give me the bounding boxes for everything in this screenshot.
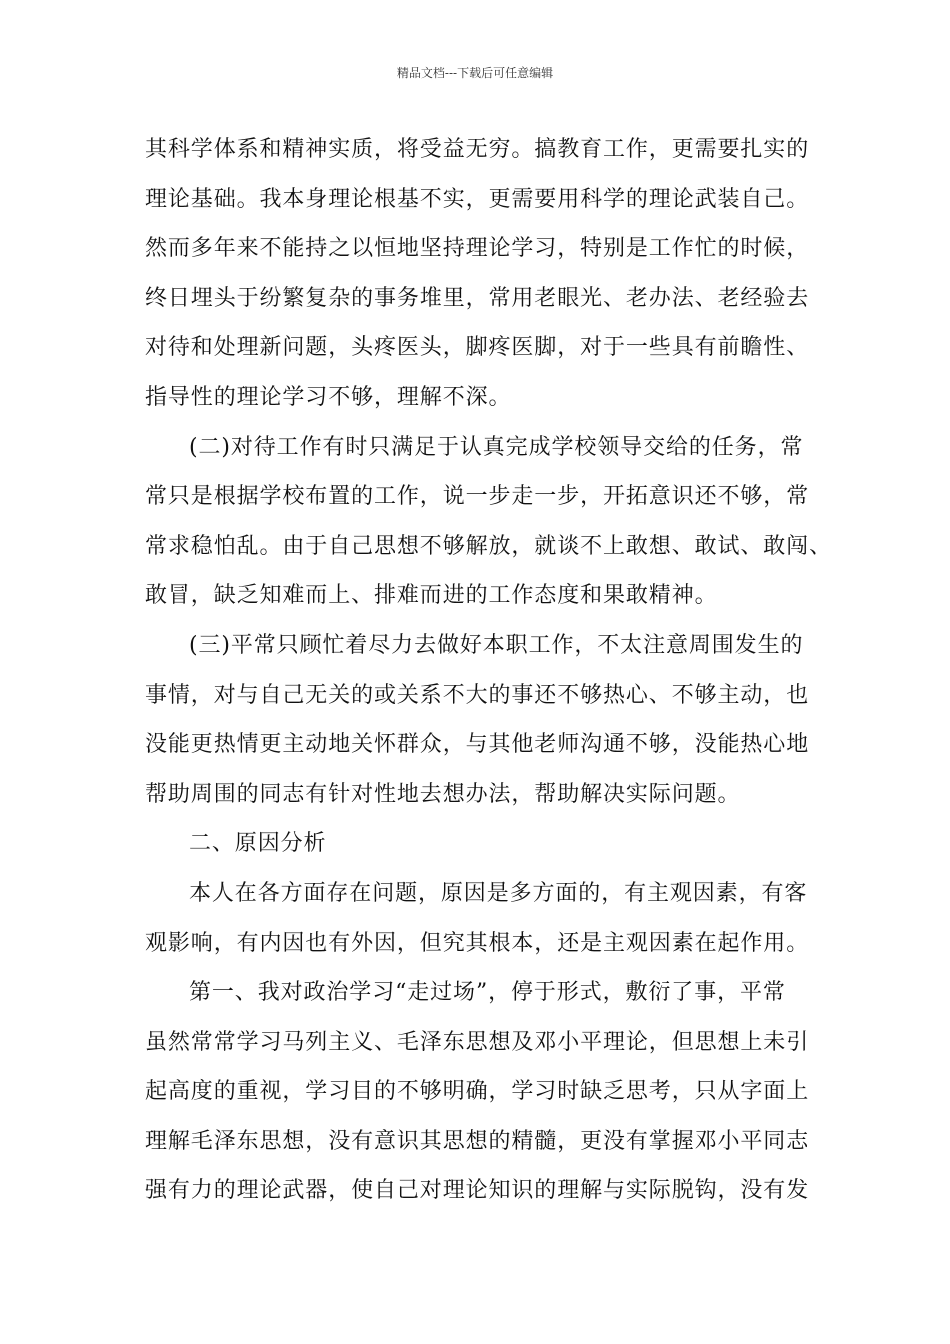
text-line: 然而多年来不能持之以恒地坚持理论学习，特别是工作忙的时候， (145, 236, 810, 262)
text-line: 虽然常常学习马列主义、毛泽东思想及邓小平理论，但思想上未引 (145, 1029, 810, 1055)
paragraph-start-line: (二)对待工作有时只满足于认真完成学校领导交给的任务，常 (189, 434, 804, 460)
paragraph-start-line: 本人在各方面存在问题，原因是多方面的，有主观因素，有客 (189, 880, 808, 906)
text-line: 对待和处理新问题，头疼医头，脚疼医脚，对于一些具有前瞻性、 (145, 335, 810, 361)
text-line: 终日埋头于纷繁复杂的事务堆里，常用老眼光、老办法、老经验去 (145, 285, 810, 311)
text-line: 指导性的理论学习不够，理解不深。 (145, 384, 512, 410)
text-line: 帮助周围的同志有针对性地去想办法，帮助解决实际问题。 (145, 781, 741, 807)
text-line: 事情，对与自己无关的或关系不大的事还不够热心、不够主动，也 (145, 682, 810, 708)
text-line: 强有力的理论武器，使自己对理论知识的理解与实际脱钩，没有发 (145, 1178, 810, 1204)
section-heading: 二、原因分析 (189, 831, 327, 857)
page-header: 精品文档---下载后可任意编辑 (396, 66, 554, 80)
paragraph-start-line: (三)平常只顾忙着尽力去做好本职工作，不太注意周围发生的 (189, 632, 804, 658)
text-line: 其科学体系和精神实质，将受益无穷。搞教育工作，更需要扎实的 (145, 137, 810, 162)
text-line: 常只是根据学校布置的工作，说一步走一步，开拓意识还不够，常 (145, 484, 810, 510)
document-body (145, 130, 835, 1221)
text-line: 观影响，有内因也有外因，但究其根本，还是主观因素在起作用。 (145, 930, 810, 956)
text-line: 理论基础。我本身理论根基不实，更需要用科学的理论武装自己。 (145, 186, 810, 212)
text-line: 敢冒，缺乏知难而上、排难而进的工作态度和果敢精神。 (145, 583, 718, 609)
paragraph-start-line: 第一、我对政治学习“走过场”，停于形式，敷衍了事，平常 (189, 980, 786, 1006)
text-line: 没能更热情更主动地关怀群众，与其他老师沟通不够，没能热心地 (145, 732, 810, 758)
text-line: 常求稳怕乱。由于自己思想不够解放，就谈不上敢想、敢试、敢闯、 (145, 533, 833, 559)
text-line: 起高度的重视，学习目的不够明确，学习时缺乏思考，只从字面上 (145, 1079, 810, 1105)
text-line: 理解毛泽东思想，没有意识其思想的精髓，更没有掌握邓小平同志 (145, 1128, 810, 1154)
